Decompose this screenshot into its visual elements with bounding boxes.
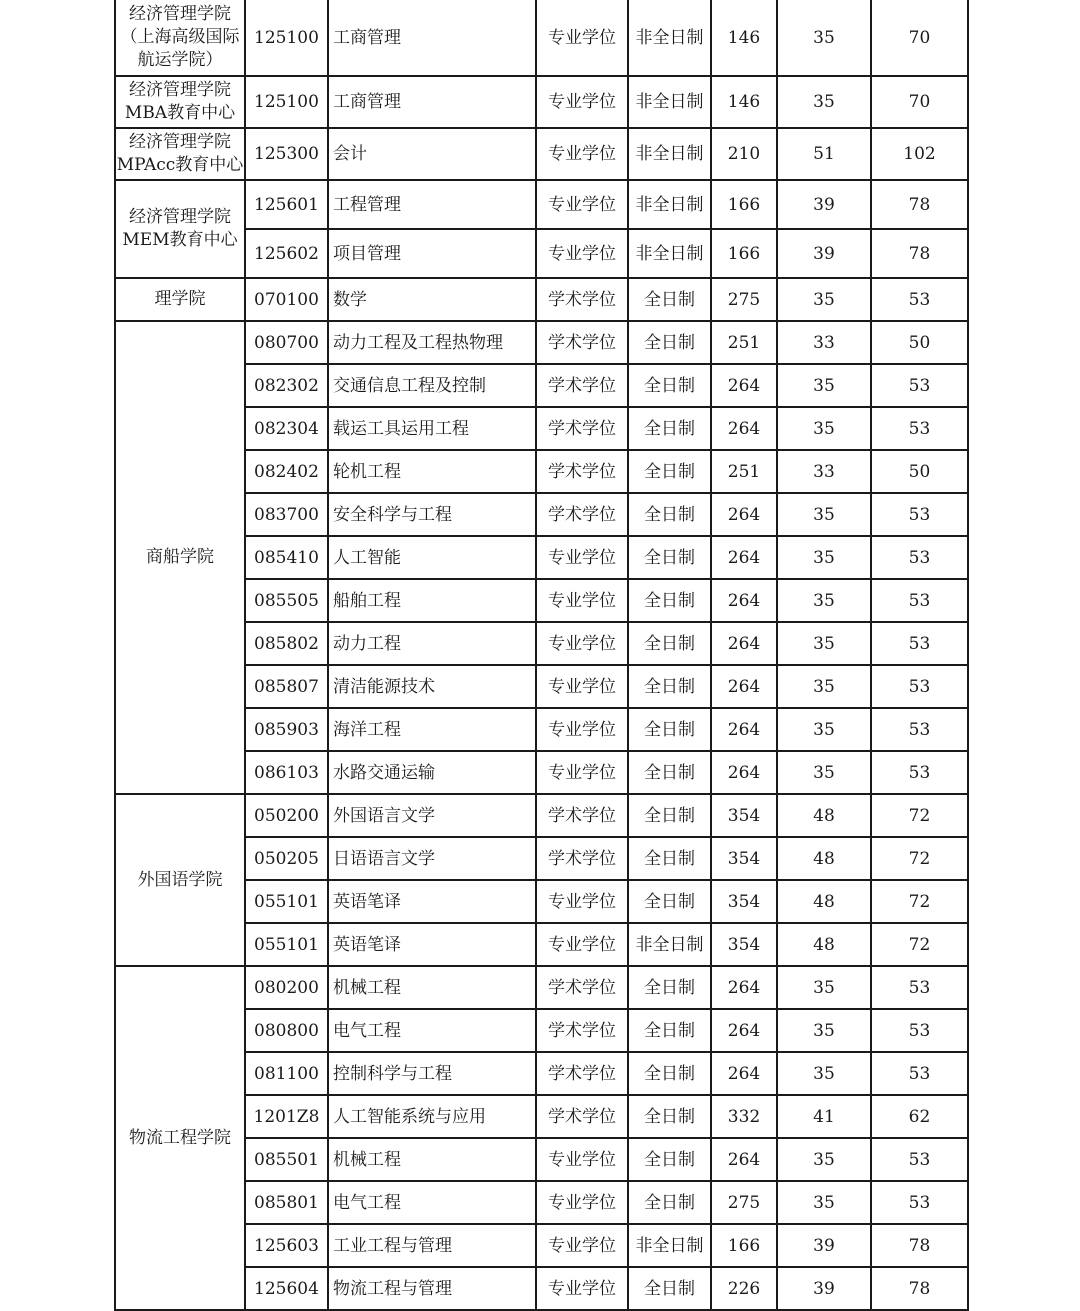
single-subject-line-2: 53 xyxy=(871,622,968,665)
major-code: 125603 xyxy=(245,1224,328,1267)
major-code: 086103 xyxy=(245,751,328,794)
major-code: 070100 xyxy=(245,278,328,321)
degree-type: 专业学位 xyxy=(536,0,628,76)
single-subject-line-1: 39 xyxy=(777,1224,871,1267)
degree-type: 学术学位 xyxy=(536,407,628,450)
single-subject-line-1: 35 xyxy=(777,622,871,665)
major-name: 外国语言文学 xyxy=(328,794,536,837)
single-subject-line-1: 48 xyxy=(777,794,871,837)
single-subject-line-2: 62 xyxy=(871,1095,968,1138)
total-score-line: 146 xyxy=(711,0,777,76)
single-subject-line-1: 35 xyxy=(777,536,871,579)
single-subject-line-1: 41 xyxy=(777,1095,871,1138)
college-name-line: 商船学院 xyxy=(146,547,214,567)
single-subject-line-2: 53 xyxy=(871,579,968,622)
single-subject-line-2: 53 xyxy=(871,1181,968,1224)
degree-type: 学术学位 xyxy=(536,450,628,493)
table-row xyxy=(115,321,968,364)
degree-type: 专业学位 xyxy=(536,128,628,180)
score-table xyxy=(114,0,969,1311)
major-code: 083700 xyxy=(245,493,328,536)
single-subject-line-2: 78 xyxy=(871,229,968,278)
study-mode: 全日制 xyxy=(628,708,711,751)
college-name-line: 航运学院） xyxy=(137,50,223,70)
total-score-line: 264 xyxy=(711,1138,777,1181)
study-mode: 全日制 xyxy=(628,1095,711,1138)
major-name: 数学 xyxy=(328,278,536,321)
major-name: 动力工程 xyxy=(328,622,536,665)
major-name: 电气工程 xyxy=(328,1009,536,1052)
study-mode: 全日制 xyxy=(628,966,711,1009)
single-subject-line-2: 53 xyxy=(871,493,968,536)
single-subject-line-1: 35 xyxy=(777,1181,871,1224)
total-score-line: 354 xyxy=(711,794,777,837)
single-subject-line-1: 35 xyxy=(777,966,871,1009)
total-score-line: 264 xyxy=(711,708,777,751)
major-code: 125100 xyxy=(245,0,328,76)
major-name: 工商管理 xyxy=(328,0,536,76)
total-score-line: 264 xyxy=(711,1052,777,1095)
study-mode: 全日制 xyxy=(628,1267,711,1310)
table-row xyxy=(115,966,968,1009)
college-name-line: 理学院 xyxy=(154,289,206,309)
single-subject-line-2: 53 xyxy=(871,1052,968,1095)
major-name: 电气工程 xyxy=(328,1181,536,1224)
college-name-line: 物流工程学院 xyxy=(129,1127,231,1148)
single-subject-line-2: 102 xyxy=(871,128,968,180)
degree-type: 专业学位 xyxy=(536,76,628,128)
major-code: 085903 xyxy=(245,708,328,751)
study-mode: 非全日制 xyxy=(628,180,711,229)
major-name: 安全科学与工程 xyxy=(328,493,536,536)
total-score-line: 264 xyxy=(711,579,777,622)
study-mode: 非全日制 xyxy=(628,1224,711,1267)
major-name: 英语笔译 xyxy=(328,923,536,966)
college-name-line: （上海高级国际 xyxy=(120,27,240,47)
major-code: 125300 xyxy=(245,128,328,180)
total-score-line: 166 xyxy=(711,180,777,229)
major-code: 080700 xyxy=(245,321,328,364)
major-code: 125601 xyxy=(245,180,328,229)
total-score-line: 166 xyxy=(711,1224,777,1267)
study-mode: 非全日制 xyxy=(628,76,711,128)
major-name: 控制科学与工程 xyxy=(328,1052,536,1095)
study-mode: 全日制 xyxy=(628,1181,711,1224)
single-subject-line-2: 53 xyxy=(871,751,968,794)
major-code: 055101 xyxy=(245,923,328,966)
total-score-line: 264 xyxy=(711,536,777,579)
major-code: 085807 xyxy=(245,665,328,708)
single-subject-line-2: 70 xyxy=(871,0,968,76)
college-cell xyxy=(115,794,245,966)
single-subject-line-2: 72 xyxy=(871,837,968,880)
major-name: 工业工程与管理 xyxy=(328,1224,536,1267)
degree-type: 学术学位 xyxy=(536,364,628,407)
table-row xyxy=(115,128,968,180)
table-row xyxy=(115,0,968,76)
major-code: 085802 xyxy=(245,622,328,665)
single-subject-line-2: 72 xyxy=(871,923,968,966)
degree-type: 学术学位 xyxy=(536,1052,628,1095)
degree-type: 专业学位 xyxy=(536,923,628,966)
degree-type: 专业学位 xyxy=(536,880,628,923)
table-row xyxy=(115,794,968,837)
major-code: 125602 xyxy=(245,229,328,278)
major-name: 动力工程及工程热物理 xyxy=(328,321,536,364)
single-subject-line-1: 39 xyxy=(777,229,871,278)
single-subject-line-2: 53 xyxy=(871,966,968,1009)
college-name-line: MEM教育中心 xyxy=(122,230,238,250)
college-name-line: 经济管理学院 xyxy=(129,4,231,24)
major-name: 项目管理 xyxy=(328,229,536,278)
major-name: 会计 xyxy=(328,128,536,180)
total-score-line: 264 xyxy=(711,751,777,794)
single-subject-line-1: 35 xyxy=(777,1138,871,1181)
single-subject-line-1: 48 xyxy=(777,880,871,923)
table-row xyxy=(115,76,968,128)
single-subject-line-1: 39 xyxy=(777,180,871,229)
single-subject-line-2: 53 xyxy=(871,278,968,321)
total-score-line: 264 xyxy=(711,1009,777,1052)
single-subject-line-1: 33 xyxy=(777,450,871,493)
degree-type: 学术学位 xyxy=(536,966,628,1009)
college-name-line: 经济管理学院 xyxy=(129,132,231,152)
degree-type: 专业学位 xyxy=(536,751,628,794)
degree-type: 学术学位 xyxy=(536,278,628,321)
single-subject-line-2: 50 xyxy=(871,321,968,364)
single-subject-line-1: 35 xyxy=(777,665,871,708)
study-mode: 全日制 xyxy=(628,278,711,321)
major-name: 人工智能系统与应用 xyxy=(328,1095,536,1138)
degree-type: 专业学位 xyxy=(536,1224,628,1267)
single-subject-line-2: 53 xyxy=(871,364,968,407)
college-name-line: MPAcc教育中心 xyxy=(116,155,244,175)
total-score-line: 354 xyxy=(711,880,777,923)
college-cell xyxy=(115,966,245,1310)
major-code: 125604 xyxy=(245,1267,328,1310)
major-code: 055101 xyxy=(245,880,328,923)
major-name: 英语笔译 xyxy=(328,880,536,923)
single-subject-line-1: 33 xyxy=(777,321,871,364)
study-mode: 全日制 xyxy=(628,364,711,407)
single-subject-line-1: 39 xyxy=(777,1267,871,1310)
single-subject-line-1: 35 xyxy=(777,1009,871,1052)
college-cell xyxy=(115,0,245,76)
total-score-line: 332 xyxy=(711,1095,777,1138)
single-subject-line-1: 35 xyxy=(777,0,871,76)
study-mode: 全日制 xyxy=(628,794,711,837)
degree-type: 专业学位 xyxy=(536,579,628,622)
major-code: 125100 xyxy=(245,76,328,128)
major-code: 085501 xyxy=(245,1138,328,1181)
major-code: 082302 xyxy=(245,364,328,407)
degree-type: 学术学位 xyxy=(536,321,628,364)
study-mode: 全日制 xyxy=(628,837,711,880)
single-subject-line-2: 50 xyxy=(871,450,968,493)
degree-type: 专业学位 xyxy=(536,1267,628,1310)
major-code: 050205 xyxy=(245,837,328,880)
degree-type: 专业学位 xyxy=(536,229,628,278)
single-subject-line-2: 78 xyxy=(871,180,968,229)
single-subject-line-1: 48 xyxy=(777,837,871,880)
total-score-line: 264 xyxy=(711,665,777,708)
single-subject-line-1: 35 xyxy=(777,493,871,536)
degree-type: 专业学位 xyxy=(536,665,628,708)
major-code: 1201Z8 xyxy=(245,1095,328,1138)
single-subject-line-1: 35 xyxy=(777,407,871,450)
college-cell xyxy=(115,180,245,278)
study-mode: 全日制 xyxy=(628,751,711,794)
degree-type: 学术学位 xyxy=(536,493,628,536)
major-code: 080200 xyxy=(245,966,328,1009)
single-subject-line-2: 53 xyxy=(871,665,968,708)
college-name-line: 经济管理学院 xyxy=(129,207,231,227)
total-score-line: 146 xyxy=(711,76,777,128)
single-subject-line-2: 53 xyxy=(871,1138,968,1181)
degree-type: 学术学位 xyxy=(536,837,628,880)
study-mode: 全日制 xyxy=(628,1138,711,1181)
single-subject-line-1: 35 xyxy=(777,76,871,128)
total-score-line: 264 xyxy=(711,493,777,536)
single-subject-line-2: 70 xyxy=(871,76,968,128)
study-mode: 全日制 xyxy=(628,665,711,708)
major-name: 船舶工程 xyxy=(328,579,536,622)
total-score-line: 166 xyxy=(711,229,777,278)
major-code: 085505 xyxy=(245,579,328,622)
study-mode: 全日制 xyxy=(628,536,711,579)
college-cell xyxy=(115,128,245,180)
major-code: 082304 xyxy=(245,407,328,450)
major-code: 050200 xyxy=(245,794,328,837)
single-subject-line-1: 35 xyxy=(777,579,871,622)
major-name: 机械工程 xyxy=(328,966,536,1009)
college-name-line: 外国语学院 xyxy=(137,869,223,890)
total-score-line: 275 xyxy=(711,1181,777,1224)
college-cell xyxy=(115,321,245,794)
study-mode: 非全日制 xyxy=(628,923,711,966)
study-mode: 全日制 xyxy=(628,493,711,536)
degree-type: 学术学位 xyxy=(536,1095,628,1138)
major-name: 海洋工程 xyxy=(328,708,536,751)
single-subject-line-1: 35 xyxy=(777,751,871,794)
table-row xyxy=(115,180,968,229)
single-subject-line-1: 35 xyxy=(777,278,871,321)
total-score-line: 210 xyxy=(711,128,777,180)
major-name: 水路交通运输 xyxy=(328,751,536,794)
major-code: 085801 xyxy=(245,1181,328,1224)
single-subject-line-1: 35 xyxy=(777,364,871,407)
total-score-line: 251 xyxy=(711,450,777,493)
study-mode: 全日制 xyxy=(628,880,711,923)
degree-type: 专业学位 xyxy=(536,622,628,665)
single-subject-line-2: 53 xyxy=(871,708,968,751)
major-name: 载运工具运用工程 xyxy=(328,407,536,450)
table-row xyxy=(115,278,968,321)
single-subject-line-2: 53 xyxy=(871,1009,968,1052)
degree-type: 专业学位 xyxy=(536,180,628,229)
study-mode: 全日制 xyxy=(628,407,711,450)
single-subject-line-2: 53 xyxy=(871,536,968,579)
study-mode: 非全日制 xyxy=(628,229,711,278)
major-name: 工商管理 xyxy=(328,76,536,128)
single-subject-line-2: 72 xyxy=(871,794,968,837)
single-subject-line-1: 35 xyxy=(777,708,871,751)
major-code: 085410 xyxy=(245,536,328,579)
study-mode: 全日制 xyxy=(628,450,711,493)
major-name: 物流工程与管理 xyxy=(328,1267,536,1310)
total-score-line: 264 xyxy=(711,622,777,665)
college-name-line: 经济管理学院 xyxy=(129,80,231,100)
total-score-line: 264 xyxy=(711,966,777,1009)
study-mode: 全日制 xyxy=(628,579,711,622)
degree-type: 专业学位 xyxy=(536,708,628,751)
table-body xyxy=(115,0,968,1310)
study-mode: 非全日制 xyxy=(628,128,711,180)
major-code: 082402 xyxy=(245,450,328,493)
major-name: 机械工程 xyxy=(328,1138,536,1181)
degree-type: 专业学位 xyxy=(536,1181,628,1224)
total-score-line: 264 xyxy=(711,364,777,407)
total-score-line: 354 xyxy=(711,923,777,966)
study-mode: 非全日制 xyxy=(628,0,711,76)
total-score-line: 354 xyxy=(711,837,777,880)
single-subject-line-2: 78 xyxy=(871,1267,968,1310)
major-name: 交通信息工程及控制 xyxy=(328,364,536,407)
study-mode: 全日制 xyxy=(628,321,711,364)
single-subject-line-2: 72 xyxy=(871,880,968,923)
degree-type: 专业学位 xyxy=(536,536,628,579)
major-code: 081100 xyxy=(245,1052,328,1095)
study-mode: 全日制 xyxy=(628,1052,711,1095)
college-name-line: MBA教育中心 xyxy=(124,103,236,123)
study-mode: 全日制 xyxy=(628,622,711,665)
major-name: 工程管理 xyxy=(328,180,536,229)
total-score-line: 275 xyxy=(711,278,777,321)
degree-type: 专业学位 xyxy=(536,1138,628,1181)
major-name: 人工智能 xyxy=(328,536,536,579)
single-subject-line-1: 51 xyxy=(777,128,871,180)
major-name: 清洁能源技术 xyxy=(328,665,536,708)
single-subject-line-2: 53 xyxy=(871,407,968,450)
total-score-line: 226 xyxy=(711,1267,777,1310)
degree-type: 学术学位 xyxy=(536,1009,628,1052)
total-score-line: 264 xyxy=(711,407,777,450)
degree-type: 学术学位 xyxy=(536,794,628,837)
major-code: 080800 xyxy=(245,1009,328,1052)
study-mode: 全日制 xyxy=(628,1009,711,1052)
college-cell xyxy=(115,278,245,321)
major-name: 日语语言文学 xyxy=(328,837,536,880)
single-subject-line-1: 48 xyxy=(777,923,871,966)
single-subject-line-1: 35 xyxy=(777,1052,871,1095)
total-score-line: 251 xyxy=(711,321,777,364)
college-cell xyxy=(115,76,245,128)
major-name: 轮机工程 xyxy=(328,450,536,493)
single-subject-line-2: 78 xyxy=(871,1224,968,1267)
